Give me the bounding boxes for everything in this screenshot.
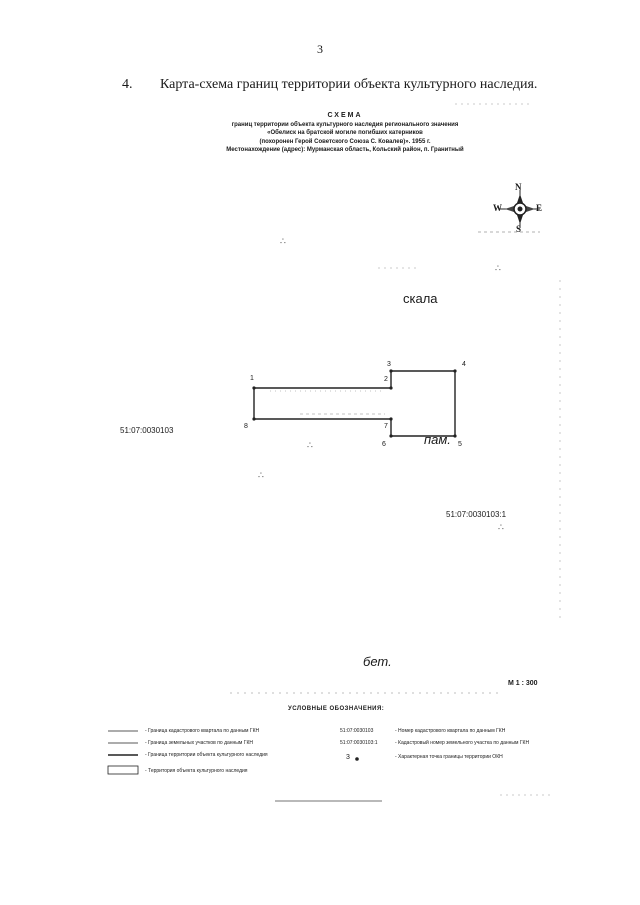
legend-code-quarter: 51:07:0030103 xyxy=(340,728,374,734)
boundary-point xyxy=(252,417,255,420)
legend-right-parcel: - Кадастровый номер земельного участка по данным ГКН xyxy=(395,740,530,746)
legend-title: УСЛОВНЫЕ ОБОЗНАЧЕНИЯ: xyxy=(288,706,385,712)
scale-label: М 1 : 300 xyxy=(508,680,538,687)
legend-code-point: 3 xyxy=(346,754,350,761)
speck: ∴ xyxy=(495,263,501,273)
legend-right-point: - Характерная точка границы территории ОКН xyxy=(395,754,503,760)
compass-south: S xyxy=(516,224,522,234)
parcel-number-label: 51:07:0030103:1 xyxy=(446,510,507,519)
schema-line-4: Местонахождение (адрес): Мурманская область, Кольский район, п. Гранитный xyxy=(226,147,464,153)
point-label-8: 8 xyxy=(244,423,248,430)
boundary-point xyxy=(389,434,392,437)
speck: ∴ xyxy=(280,236,286,246)
speck: ∴ xyxy=(307,440,313,450)
compass-north: N xyxy=(515,182,522,192)
legend-item-quarter: - Граница кадастрового квартала по данным ГКН xyxy=(145,728,260,734)
point-label-3: 3 xyxy=(387,361,391,368)
boundary-point xyxy=(252,386,255,389)
boundary-point xyxy=(389,417,392,420)
legend-item-parcel: - Граница земельных участков по данным ГКН xyxy=(145,740,253,746)
speck: ∴ xyxy=(258,470,264,480)
speck: ∴ xyxy=(498,522,504,532)
point-label-6: 6 xyxy=(382,441,386,448)
legend-code-parcel: 51:07:0030103:1 xyxy=(340,740,378,746)
legend-symbol-territory xyxy=(108,766,138,774)
point-label-4: 4 xyxy=(462,361,466,368)
compass-east: E xyxy=(536,203,543,213)
schema-line-2: «Обелиск на братской могиле погибших катерников xyxy=(267,130,423,136)
legend-right-quarter: - Номер кадастрового квартала по данным ГКН xyxy=(395,728,506,734)
concrete-label: бет. xyxy=(363,654,392,669)
schema-line-3: (похоронен Герой Советского Союза С. Ковалев)». 1955 г. xyxy=(259,138,431,145)
monument-label: пам. xyxy=(424,432,451,447)
schema-line-1: границ территории объекта культурного наследия регионального значения xyxy=(231,121,459,128)
legend-item-boundary: - Граница территории объекта культурного наследия xyxy=(145,752,268,758)
legend-symbol-point xyxy=(355,757,359,761)
compass-west: W xyxy=(493,203,502,213)
section-title: Карта-схема границ территории объекта культурного наследия. xyxy=(160,77,538,92)
boundary-point xyxy=(389,369,392,372)
rock-label: скала xyxy=(403,291,438,306)
legend-item-territory: - Территория объекта культурного наследия xyxy=(145,768,248,774)
boundary-point xyxy=(453,434,456,437)
quarter-number-label: 51:07:0030103 xyxy=(120,426,174,435)
boundary-point xyxy=(453,369,456,372)
section-number: 4. xyxy=(122,77,133,92)
boundary-point xyxy=(389,386,392,389)
page-number: 3 xyxy=(317,42,323,56)
territory-boundary xyxy=(254,371,455,436)
point-label-7: 7 xyxy=(384,423,388,430)
point-label-1: 1 xyxy=(250,375,254,382)
point-label-2: 2 xyxy=(384,376,388,383)
schema-title: СХЕМА xyxy=(327,112,363,119)
point-label-5: 5 xyxy=(458,441,462,448)
